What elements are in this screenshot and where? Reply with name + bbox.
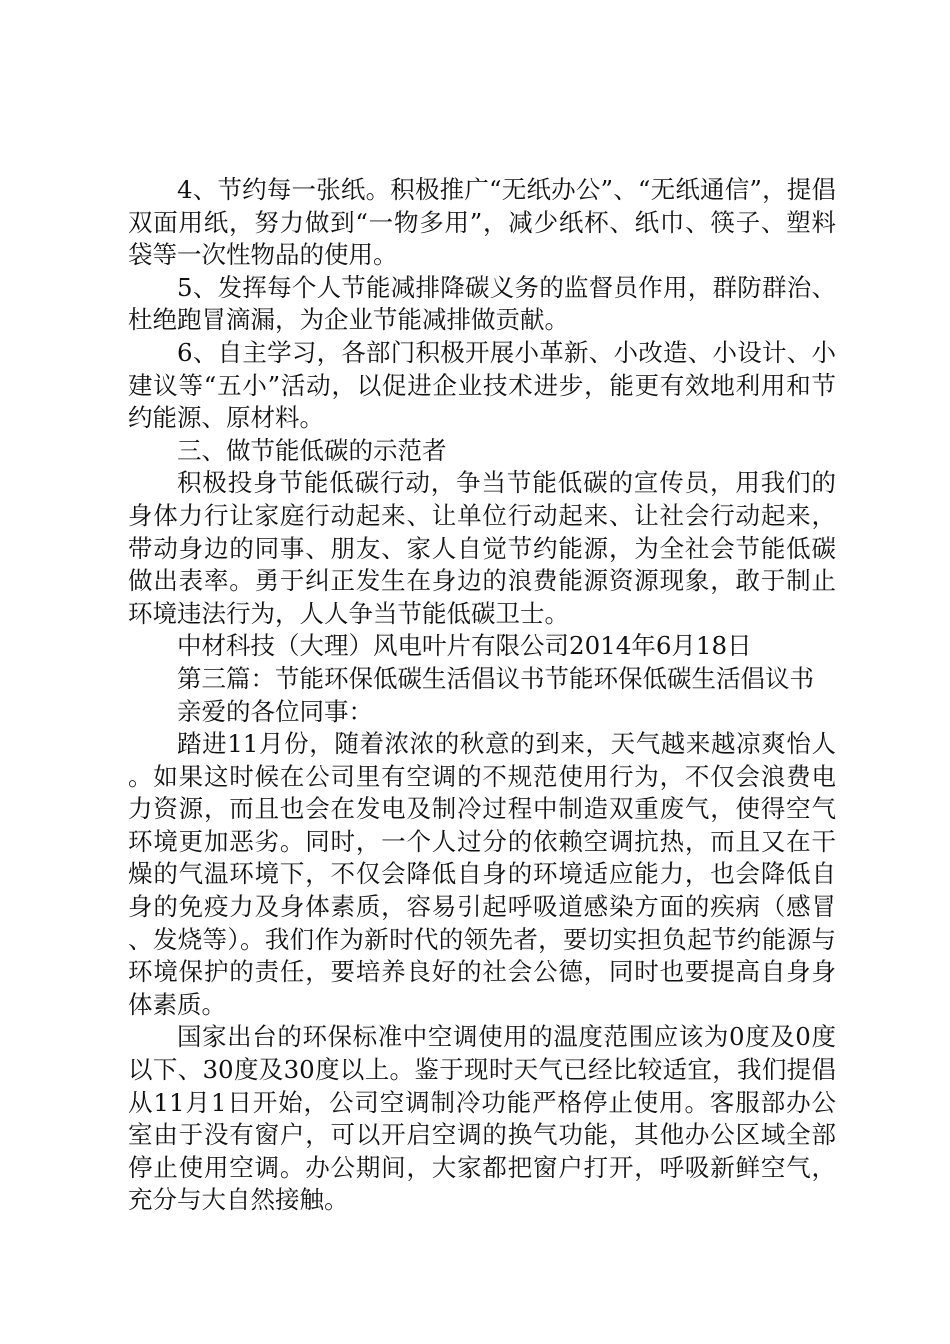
signature-line: 中材科技（大理）风电叶片有限公司2014年6月18日	[177, 631, 752, 661]
paragraph-november: 踏进11月份，随着浓浓的秋意的到来，天气越来越凉爽怡人。如果这时候在公司里有空调的不规范使用行为，不仅会浪费电力资源，而且也会在发电及制冷过程中制造双重废气，使得空气环境更加恶劣。同时，一个人过分的依赖空调抗热，而且又在干燥的气温环境下，不仅会降低自身的环境适应能力，也会降低自身的免疫力及身体素质，容易引起呼吸道感染方面的疾病（感冒、发烧等）。我们作为新时代的领先者，要切实担负起节约能源与环境保护的责任，要培养良好的社会公德，同时也要提高自身身体素质。	[128, 729, 836, 1019]
section-heading-3: 三、做节能低碳的示范者	[177, 435, 447, 465]
paragraph-item-6: 6、自主学习，各部门积极开展小革新、小改造、小设计、小建议等“五小”活动，以促进企业技术进步，能更有效地利用和节约能源、原材料。	[128, 337, 836, 433]
paragraph-demonstrator: 积极投身节能低碳行动，争当节能低碳的宣传员，用我们的身体力行让家庭行动起来、让单位行动起来、让社会行动起来，带动身边的同事、朋友、家人自觉节约能源，为全社会节能低碳做出表率。勇于纠正发生在身边的浪费能源资源现象，敢于制止环境违法行为，人人争当节能低碳卫士。	[128, 468, 836, 628]
paragraph-temperature-standard: 国家出台的环保标准中空调使用的温度范围应该为0度及0度以下、30度及30度以上。鉴于现时天气已经比较适宜，我们提倡从11月1日开始，公司空调制冷功能严格停止使用。客服部办公室由于没有窗户，可以开启空调的换气功能，其他办公区域全部停止使用空调。办公期间，大家都把窗户打开，呼吸新鲜空气，充分与大自然接触。	[128, 1022, 836, 1215]
greeting-line: 亲爱的各位同事：	[177, 696, 373, 726]
paragraph-item-5: 5、发挥每个人节能减排降碳义务的监督员作用，群防群治、杜绝跑冒滴漏，为企业节能减排做贡献。	[128, 272, 836, 335]
document-page	[128, 174, 836, 1217]
chapter-title-3: 第三篇：节能环保低碳生活倡议书节能环保低碳生活倡议书	[177, 663, 814, 693]
paragraph-item-4: 4、节约每一张纸。积极推广“无纸办公”、“无纸通信”，提倡双面用纸，努力做到“一物多用”，减少纸杯、纸巾、筷子、塑料袋等一次性物品的使用。	[128, 175, 836, 270]
